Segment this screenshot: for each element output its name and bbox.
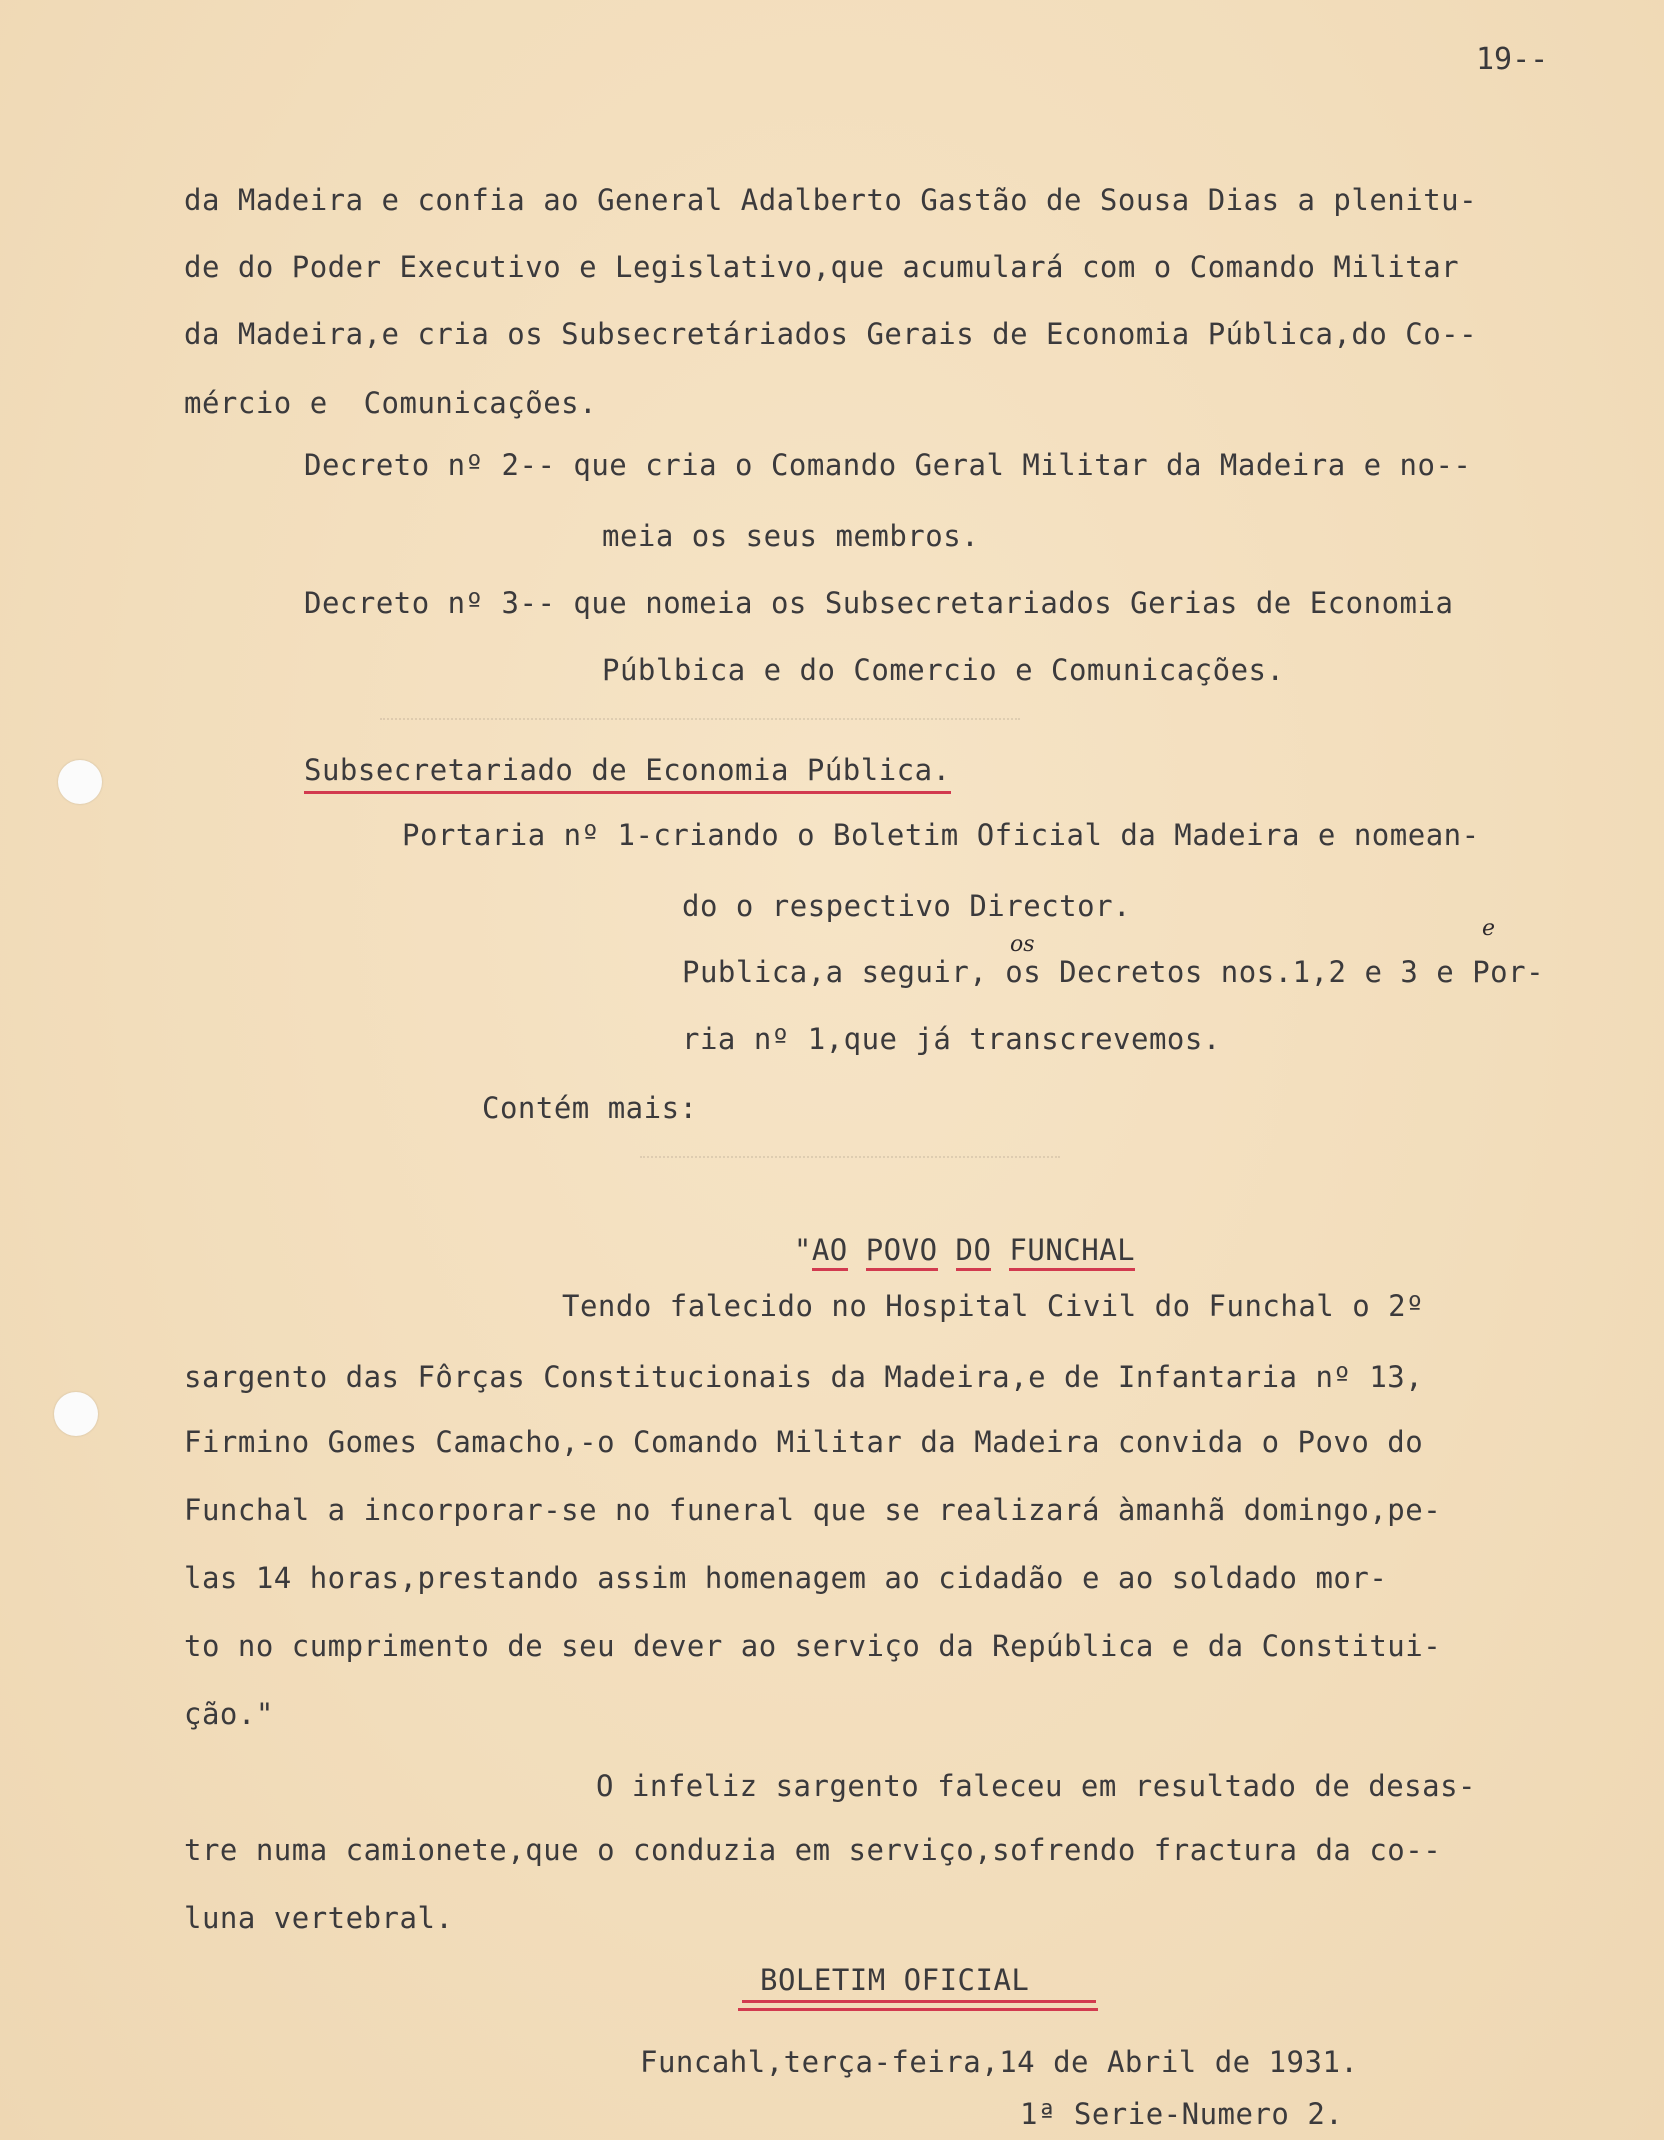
faint-divider: [640, 1156, 1060, 1158]
faint-divider: [380, 718, 1020, 720]
text-line: to no cumprimento de seu dever ao serviço da República e da Constitui-: [184, 1629, 1442, 1663]
text-line: meia os seus membros.: [602, 519, 980, 553]
text-line: tre numa camionete,que o conduzia em serviço,sofrendo fractura da co--: [184, 1833, 1442, 1867]
text-line: Tendo falecido no Hospital Civil do Funchal o 2º: [562, 1289, 1425, 1323]
text-line: ria nº 1,que já transcrevemos.: [682, 1022, 1221, 1056]
text-line: da Madeira e confia ao General Adalberto Gastão de Sousa Dias a plenitu-: [184, 183, 1478, 217]
handwritten-correction-os: os: [1010, 932, 1035, 957]
text-line: mércio e Comunicações.: [184, 386, 598, 420]
text-line: Funcahl,terça-feira,14 de Abril de 1931.: [640, 2045, 1359, 2079]
quote-mark: ": [793, 1233, 812, 1267]
page-number: 19--: [1476, 42, 1549, 77]
text-line: Públbica e do Comercio e Comunicações.: [602, 653, 1285, 687]
text-line: Decreto nº 3-- que nomeia os Subsecretariados Gerias de Economia: [304, 586, 1454, 620]
text-line: sargento das Fôrças Constitucionais da Madeira,e de Infantaria nº 13,: [184, 1360, 1424, 1394]
text-line: las 14 horas,prestando assim homenagem ao cidadão e ao soldado mor-: [184, 1561, 1388, 1595]
text-line: O infeliz sargento faleceu em resultado de desas-: [596, 1769, 1477, 1803]
text-line: Firmino Gomes Camacho,-o Comando Militar da Madeira convida o Povo do: [184, 1425, 1424, 1459]
text-line: de do Poder Executivo e Legislativo,que acumulará com o Comando Militar: [184, 250, 1460, 284]
heading-word: AO: [812, 1233, 848, 1271]
section-heading-boletim: BOLETIM OFICIAL: [760, 1963, 1030, 1997]
punch-hole-top: [58, 760, 102, 804]
heading-word: POVO: [866, 1233, 938, 1271]
underline-rule: [738, 2008, 1098, 2011]
handwritten-correction-e: e: [1482, 916, 1496, 941]
underline-rule: [742, 2000, 1096, 2003]
text-line: Funchal a incorporar-se no funeral que se realizará àmanhã domingo,pe-: [184, 1493, 1442, 1527]
text-line: da Madeira,e cria os Subsecretáriados Gerais de Economia Pública,do Co--: [184, 317, 1478, 351]
text-line: Decreto nº 2-- que cria o Comando Geral Militar da Madeira e no--: [304, 448, 1472, 482]
text-line: do o respectivo Director.: [682, 889, 1131, 923]
section-heading-economia: Subsecretariado de Economia Pública.: [304, 750, 951, 794]
text-line: Portaria nº 1-criando o Boletim Oficial da Madeira e nomean-: [402, 818, 1480, 852]
text-line: Contém mais:: [482, 1091, 698, 1125]
heading-word: FUNCHAL: [1009, 1233, 1135, 1271]
text-line: luna vertebral.: [184, 1901, 454, 1935]
text-line: Publica,a seguir, os Decretos nos.1,2 e 3 e Por-: [682, 955, 1545, 989]
text-line: ção.": [184, 1697, 274, 1731]
text-line: 1ª Serie-Numero 2.: [1020, 2097, 1344, 2131]
heading-word: DO: [956, 1233, 992, 1271]
punch-hole-bottom: [54, 1392, 98, 1436]
